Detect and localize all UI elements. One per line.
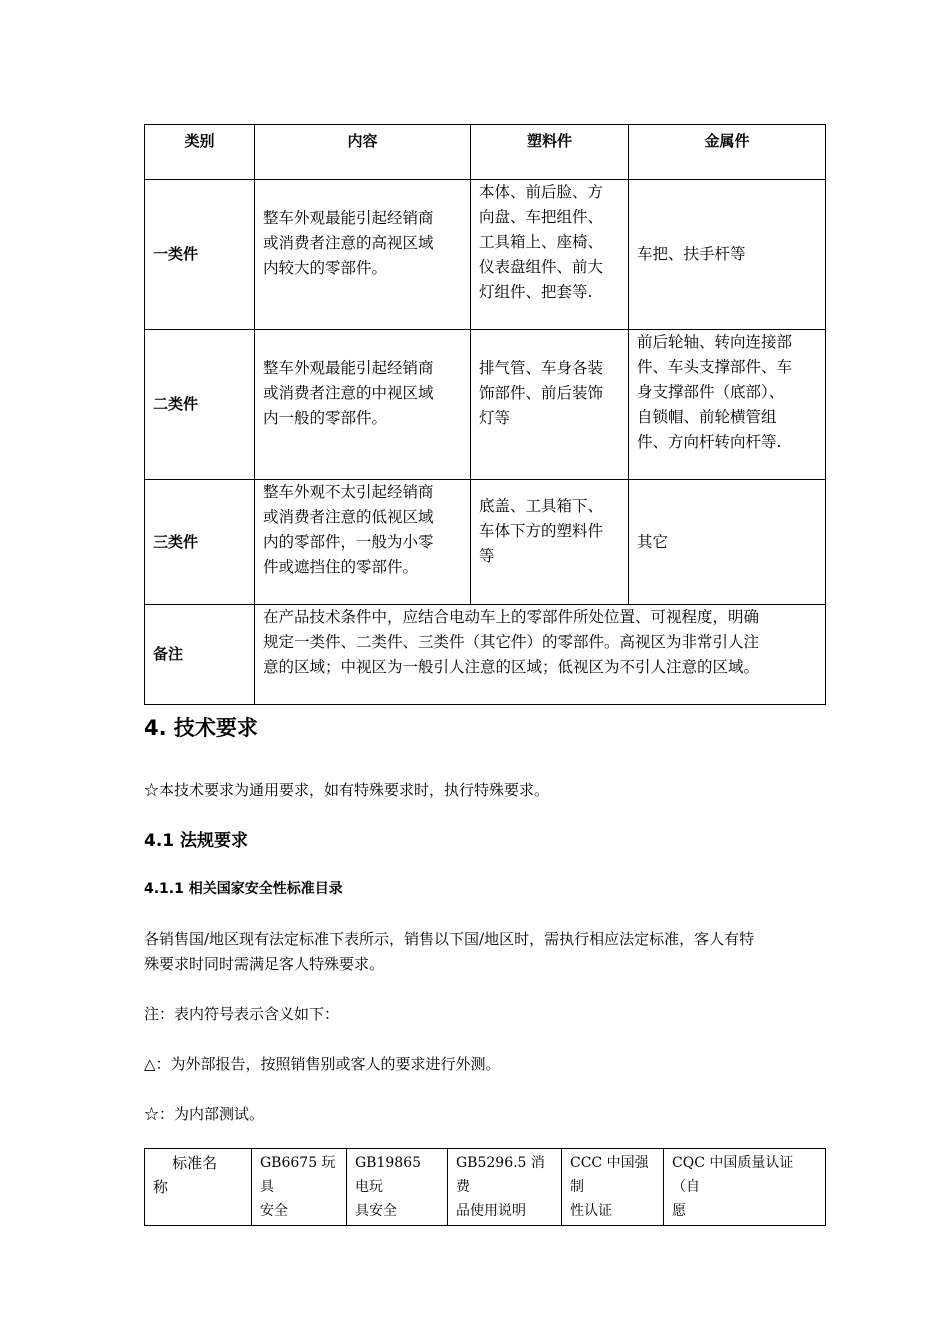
subsubsection-heading: 4.1.1 相关国家安全性标准目录 (144, 881, 343, 897)
remark-text: 在产品技术条件中，应结合电动车上的零部件所处位置、可视程度，明确 规定一类件、二类件、三类件（其它件）的零部件。高视区为非常引人注 意的区域；中视区为一般引人注意的区域；低视区为不引人注意的区域。 (255, 605, 826, 705)
row-content: 整车外观不太引起经销商 或消费者注意的低视区域 内的零部件，一般为小零 件或遮挡住的零部件。 (255, 480, 471, 605)
row-category: 二类件 (145, 330, 255, 480)
row-metal: 车把、扶手杆等 (629, 180, 826, 330)
standard-name-header: 标准名 称 (145, 1149, 252, 1226)
star-note: ☆：为内部测试。 (144, 1105, 265, 1123)
standard-cell: GB5296.5 消费 品使用说明 (448, 1149, 562, 1226)
row-category: 三类件 (145, 480, 255, 605)
standard-cell: CCC 中国强制 性认证 (562, 1149, 664, 1226)
row-plastic: 底盖、工具箱下、 车体下方的塑料件 等 (471, 480, 629, 605)
table-header-row (145, 125, 826, 180)
row-metal: 前后轮轴、转向连接部 件、车头支撑部件、车 身支撑部件（底部）、 自锁帽、前轮横管组 件、方向杆转向杆等. (629, 330, 826, 480)
header-metal: 金属件 (629, 125, 826, 180)
header-category: 类别 (145, 125, 255, 180)
row-metal: 其它 (629, 480, 826, 605)
triangle-note: △：为外部报告，按照销售别或客人的要求进行外测。 (144, 1055, 501, 1073)
table-row (145, 330, 826, 480)
standards-paragraph: 各销售国/地区现有法定标准下表所示，销售以下国/地区时，需执行相应法定标准，客人有特 殊要求时同时需满足客人特殊要求。 (144, 930, 755, 973)
table-row (145, 180, 826, 330)
standard-cell: GB19865 电玩 具安全 (347, 1149, 448, 1226)
header-plastic: 塑料件 (471, 125, 629, 180)
part-category-table (144, 124, 826, 705)
remark-label: 备注 (145, 605, 255, 705)
remark-row (145, 605, 826, 705)
table-row (145, 1149, 826, 1226)
standard-cell: CQC 中国质量认证（自 愿 (664, 1149, 826, 1226)
standards-table (144, 1148, 826, 1226)
header-content: 内容 (255, 125, 471, 180)
row-content: 整车外观最能引起经销商 或消费者注意的中视区域 内一般的零部件。 (255, 330, 471, 480)
table-row (145, 480, 826, 605)
standard-cell: GB6675 玩具 安全 (252, 1149, 347, 1226)
row-content: 整车外观最能引起经销商 或消费者注意的高视区域 内较大的零部件。 (255, 180, 471, 330)
section-note: ☆本技术要求为通用要求，如有特殊要求时，执行特殊要求。 (144, 781, 550, 799)
symbol-note: 注：表内符号表示含义如下： (144, 1005, 340, 1023)
row-plastic: 本体、前后脸、方 向盘、车把组件、 工具箱上、座椅、 仪表盘组件、前大 灯组件、把套等. (471, 180, 629, 330)
row-plastic: 排气管、车身各装 饰部件、前后装饰 灯等 (471, 330, 629, 480)
row-category: 一类件 (145, 180, 255, 330)
section-heading: 4. 技术要求 (144, 716, 258, 740)
subsection-heading: 4.1 法规要求 (144, 831, 249, 851)
